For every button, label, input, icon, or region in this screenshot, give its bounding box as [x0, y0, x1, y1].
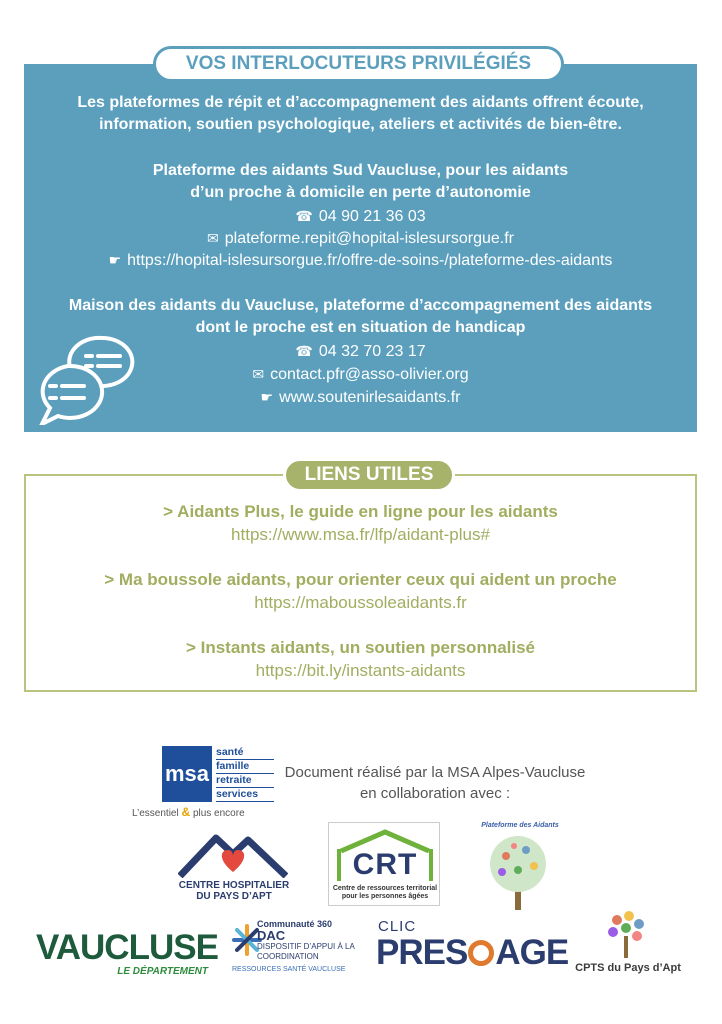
plateforme-sud-phone[interactable]: 04 90 21 36 03: [318, 208, 426, 225]
plateforme-sud-name-2: d’un proche à domicile en perte d’autonomie: [190, 184, 531, 201]
vaucluse-logo-name: VAUCLUSE: [36, 928, 218, 967]
intro-line-1: Les plateformes de répit et d’accompagnement des aidants offrent écoute,: [77, 94, 644, 111]
document-credit-line-2: en collaboration avec :: [359, 785, 511, 802]
msa-tagline-amp: &: [181, 805, 191, 819]
tree-icon: [478, 832, 558, 912]
crt-logo: [328, 822, 440, 906]
phone-icon: ☎: [295, 343, 313, 359]
clic-presage-a: PRES: [376, 933, 468, 972]
ch-apt-line-2: DU PAYS D’APT: [196, 891, 272, 902]
crt-caption-1: Centre de ressources territorial: [332, 885, 438, 892]
ch-apt-line-1: CENTRE HOSPITALIER: [178, 880, 290, 891]
dac-logo: [257, 919, 377, 962]
document-credit: [270, 762, 600, 804]
dac-line-5: RESSOURCES SANTÉ VAUCLUSE: [232, 966, 346, 973]
lien-1-url[interactable]: https://www.msa.fr/lfp/aidant-plus#: [231, 525, 490, 544]
interlocuteurs-title: VOS INTERLOCUTEURS PRIVILÉGIÉS: [153, 46, 564, 82]
msa-word: retraite: [216, 774, 274, 788]
crt-caption: [331, 885, 439, 901]
envelope-icon: ✉: [252, 366, 265, 382]
lien-2-label: > Ma boussole aidants, pour orienter ceux qui aident un proche: [104, 570, 617, 589]
ch-apt-logo: [170, 880, 298, 902]
cpts-name: CPTS du Pays d’Apt: [575, 962, 681, 974]
msa-word: services: [216, 788, 274, 802]
plateforme-sud-name-1: Plateforme des aidants Sud Vaucluse, pour les aidants: [152, 162, 569, 179]
lien-3-label: > Instants aidants, un soutien personnalisé: [185, 638, 536, 657]
dac-line-1: Communauté 360: [257, 919, 333, 929]
msa-logo: msa: [162, 746, 212, 802]
maison-aidants-email[interactable]: contact.pfr@asso-olivier.org: [270, 366, 469, 383]
plateforme-aidants-logo-text: Plateforme des Aidants: [481, 822, 559, 829]
document-credit-line-1: Document réalisé par la MSA Alpes-Vaucluse: [284, 764, 586, 781]
plateforme-sud-url-row: [24, 249, 697, 272]
crt-caption-2: pour les personnes âgées: [341, 893, 429, 900]
phone-icon: ☎: [295, 208, 313, 224]
clic-presage-logo: [376, 933, 569, 972]
plateforme-sud-email[interactable]: plateforme.repit@hopital-islesursorgue.fr: [224, 230, 514, 247]
maison-aidants-name-1: Maison des aidants du Vaucluse, plateforme d’accompagnement des aidants: [68, 297, 653, 314]
maison-aidants-phone[interactable]: 04 32 70 23 17: [318, 343, 426, 360]
chat-bubbles-icon: [30, 330, 140, 425]
intro-line-2: information, soutien psychologique, ateliers et activités de bien-être.: [99, 116, 622, 133]
dac-line-4: COORDINATION: [257, 952, 319, 961]
cpts-tree-icon: [603, 910, 649, 960]
lien-1-label: > Aidants Plus, le guide en ligne pour les aidants: [163, 502, 558, 521]
msa-words: [216, 746, 274, 802]
dac-line-3: DISPOSITIF D’APPUI À LA: [257, 942, 355, 951]
mouse-pointer-icon: ☛: [260, 389, 274, 405]
clic-label: CLIC: [378, 918, 417, 935]
plateforme-sud-email-row: [24, 227, 697, 250]
envelope-icon: ✉: [207, 230, 219, 246]
liens-utiles-title: LIENS UTILES: [283, 458, 455, 492]
maison-aidants-url[interactable]: www.soutenirlesaidants.fr: [279, 389, 461, 406]
plateforme-sud-url[interactable]: https://hopital-islesursorgue.fr/offre-de-soins-/plateforme-des-aidants: [127, 252, 613, 269]
vaucluse-logo-sub: LE DÉPARTEMENT: [117, 966, 208, 977]
msa-word: santé: [216, 746, 274, 760]
mouse-pointer-icon: ☛: [108, 252, 122, 268]
msa-tagline: [132, 805, 262, 819]
dac-line-2: DAC: [257, 928, 286, 943]
msa-tagline-b: plus encore: [192, 808, 245, 819]
lien-3-url[interactable]: https://bit.ly/instants-aidants: [255, 661, 466, 680]
msa-tagline-a: L’essentiel: [132, 808, 179, 819]
presage-o-icon: [468, 940, 494, 966]
crt-letters: CRT: [337, 849, 433, 881]
clic-presage-b: AGE: [495, 933, 569, 972]
ch-apt-mountain-icon: [178, 828, 288, 878]
plateforme-sud-phone-row: [24, 205, 697, 228]
msa-word: famille: [216, 760, 274, 774]
lien-2-url[interactable]: https://maboussoleaidants.fr: [254, 593, 467, 612]
maison-aidants-name-2: dont le proche est en situation de handicap: [195, 319, 526, 336]
